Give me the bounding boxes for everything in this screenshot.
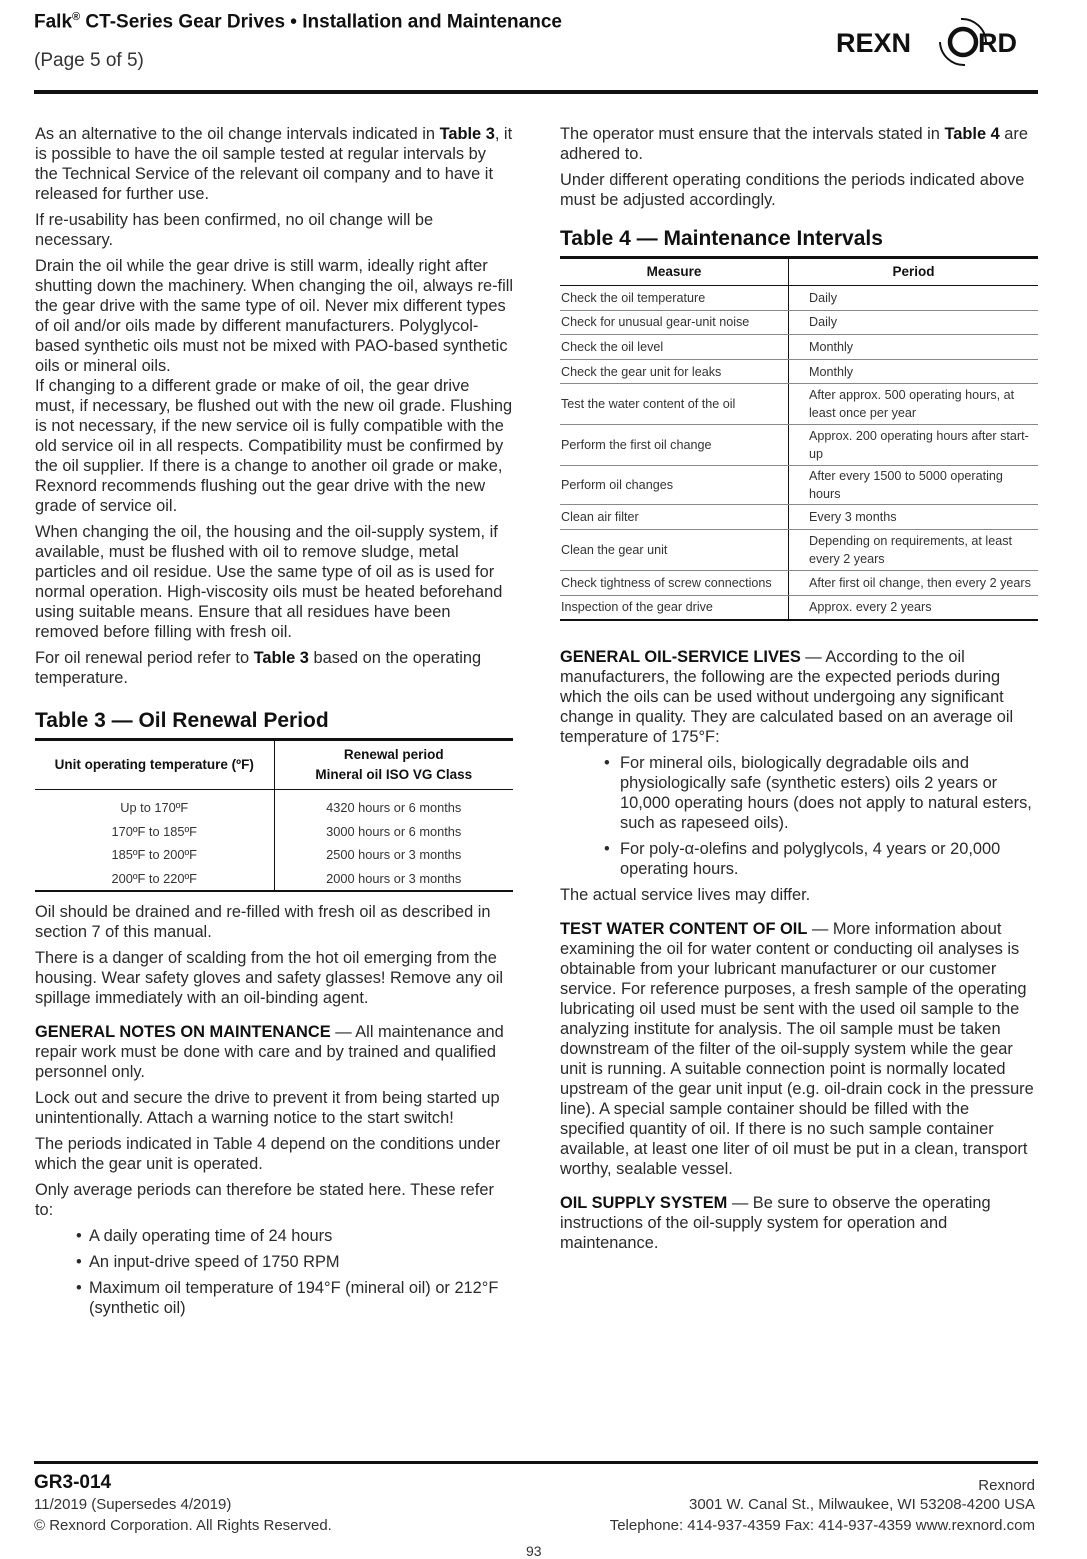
table-cell: Approx. every 2 years	[809, 600, 932, 615]
table-cell: Inspection of the gear drive	[560, 595, 789, 620]
paragraph: Lock out and secure the drive to prevent it from being started up unintentionally. Attach a warning notice to the start switch!	[35, 1089, 500, 1128]
table-cell: Daily	[789, 286, 1039, 311]
revision-date: 11/2019 (Supersedes 4/2019)	[34, 1496, 232, 1513]
table-row	[35, 843, 513, 867]
table-cell: 200ºF to 220ºF	[35, 867, 274, 892]
paragraph: OIL SUPPLY SYSTEM — Be sure to observe the operating instructions of the oil-supply system for operation and maintenance.	[560, 1194, 991, 1253]
maintenance-intervals-table	[560, 256, 1038, 621]
table-row	[35, 820, 513, 844]
table-cell: Check for unusual gear-unit noise	[560, 310, 789, 335]
paragraph: TEST WATER CONTENT OF OIL — More information about examining the oil for water content or conducting oil analyses is obtainable from your lubricant manufacturer or our customer service. For reference purposes, a fresh sample of the operating lubricating oil used must be sent with the used oil sample to the analyzing institute for analysis. The oil sample must be taken downstream of the filter of the oil-supply system while the gear unit is running. A suitable connection point is normally located upstream of the gear unit input (e.g. oil-drain cock in the pressure line). A special sample container should be filled with the specified quantity of oil. If there is no such sample container available, at least one liter of oil must be put in a clean, transport worthy, sealable vessel.	[560, 920, 1034, 1179]
table-cell: Check the oil temperature	[560, 286, 789, 311]
table-row	[35, 867, 513, 892]
table-4-title: Table 4 — Maintenance Intervals	[560, 227, 883, 250]
paragraph: If changing to a different grade or make of oil, the gear drive must, if necessary, be flushed out with the new oil grade. Flushing is not necessary, if the new service oil is fully compatible with the old service oil in all respects. Compatibility must be confirmed by the oil supplier. If there is a change to another oil grade or make, Rexnord recommends flushing out the gear drive with the new grade of service oil.	[35, 377, 513, 515]
table-cell: After every 1500 to 5000 operating hours	[789, 466, 1039, 505]
table-cell: Test the water content of the oil	[560, 384, 789, 425]
svg-text:REXN: REXN	[836, 28, 912, 58]
table-cell: Depending on requirements, at least every 2 years	[789, 529, 1039, 570]
table-cell: Monthly	[789, 335, 1039, 360]
paragraph: The periods indicated in Table 4 depend on the conditions under which the gear unit is operated.	[35, 1135, 501, 1174]
table-3-title: Table 3 — Oil Renewal Period	[35, 709, 329, 732]
table-cell: After first oil change, then every 2 years	[789, 570, 1039, 595]
paragraph: There is a danger of scalding from the hot oil emerging from the housing. Wear safety gloves and safety glasses! Remove any oil spillage immediately with an oil-binding agent.	[35, 949, 503, 1008]
paragraph: For oil renewal period refer to Table 3 based on the operating temperature.	[35, 649, 482, 687]
paragraph: Drain the oil while the gear drive is still warm, ideally right after shutting down the machinery. When changing the oil, always re-fill the gear drive with the same type of oil. Never mix different types of oil and/or oils made by different manufacturers. Polyglycol-based synthetic oils must not be mixed with PAO-based synthetic oils or mineral oils.	[35, 257, 514, 375]
table-row	[35, 790, 513, 820]
bullet-list	[35, 1226, 513, 1318]
column-header-temperature: Unit operating temperature (ºF)	[35, 740, 274, 790]
right-column	[560, 124, 1038, 1259]
paragraph: Oil should be drained and re-filled with fresh oil as described in section 7 of this manual.	[35, 903, 491, 942]
paragraph: The operator must ensure that the intervals stated in Table 4 are adhered to.	[560, 125, 1028, 163]
table-cell: 4320 hours or 6 months	[326, 800, 462, 815]
column-header-renewal: Renewal period Mineral oil ISO VG Class	[274, 740, 513, 790]
company-address: 3001 W. Canal St., Milwaukee, WI 53208-4200 USA	[688, 1496, 1035, 1513]
table-cell: Clean air filter	[560, 505, 789, 530]
bullet-list	[560, 753, 1038, 879]
table-cell: 170ºF to 185ºF	[35, 820, 274, 844]
list-item: • An input-drive speed of 1750 RPM	[89, 1252, 513, 1272]
table-row	[560, 466, 1038, 505]
oil-renewal-table	[35, 738, 513, 892]
table-cell: Clean the gear unit	[560, 529, 789, 570]
table-cell: Approx. 200 operating hours after start-up	[789, 425, 1039, 466]
paragraph: Only average periods can therefore be stated here. These refer to:	[35, 1181, 494, 1220]
table-row	[560, 595, 1038, 620]
contact-info: Telephone: 414-937-4359 Fax: 414-937-4359 www.rexnord.com	[609, 1517, 1035, 1534]
list-item: • For mineral oils, biologically degradable oils and physiologically safe (synthetic esters) oils 2 years or 10,000 operating hours (does not apply to natural esters, such as rapeseed oils).	[620, 753, 1038, 833]
table-row	[560, 570, 1038, 595]
table-cell: Perform the first oil change	[560, 425, 789, 466]
paragraph: If re-usability has been confirmed, no oil change will be necessary.	[35, 211, 434, 249]
list-item: • A daily operating time of 24 hours	[89, 1226, 513, 1246]
column-header-measure: Measure	[560, 258, 789, 286]
paragraph: When changing the oil, the housing and the oil-supply system, if available, must be flushed with oil to remove sludge, metal particles and oil residue. Use the same type of oil as is used for normal operation. High-viscosity oils must be heated beforehand using suitable means. Ensure that all residues have been removed before filling with fresh oil.	[35, 523, 503, 641]
table-row	[560, 335, 1038, 360]
table-row	[560, 505, 1038, 530]
table-cell: Daily	[789, 310, 1039, 335]
table-cell: Check tightness of screw connections	[560, 570, 789, 595]
paragraph: GENERAL OIL-SERVICE LIVES — According to the oil manufacturers, the following are the expected periods during which the oils can be used without undergoing any significant change in quality. They are calculated based on an average oil temperature of 175°F:	[560, 648, 1014, 747]
table-cell: Perform oil changes	[560, 466, 789, 505]
left-column	[35, 124, 513, 1324]
table-3-section	[35, 708, 513, 892]
table-cell: Check the oil level	[560, 335, 789, 360]
table-row	[560, 359, 1038, 384]
paragraph: The actual service lives may differ.	[560, 886, 811, 905]
document-title: Falk® CT-Series Gear Drives • Installation and Maintenance	[34, 11, 562, 33]
document-code: GR3-014	[34, 1472, 112, 1493]
table-row	[560, 529, 1038, 570]
page-indicator: (Page 5 of 5)	[34, 50, 144, 71]
paragraph: Under different operating conditions the periods indicated above must be adjusted accordingly.	[560, 171, 1025, 209]
copyright: © Rexnord Corporation. All Rights Reserved.	[34, 1517, 332, 1534]
table-cell: After approx. 500 operating hours, at least once per year	[789, 384, 1039, 425]
column-header-period: Period	[789, 258, 1039, 286]
page-number: 93	[526, 1543, 542, 1559]
table-row	[560, 310, 1038, 335]
table-cell: 3000 hours or 6 months	[326, 823, 462, 839]
header-rule	[34, 90, 1038, 94]
svg-text:RD: RD	[978, 28, 1017, 58]
table-cell: Check the gear unit for leaks	[560, 359, 789, 384]
table-row	[560, 286, 1038, 311]
company-name: Rexnord	[978, 1477, 1035, 1494]
list-item: • For poly-α-olefins and polyglycols, 4 years or 20,000 operating hours.	[620, 839, 1038, 879]
paragraph: GENERAL NOTES ON MAINTENANCE — All maintenance and repair work must be done with care and by trained and qualified personnel only.	[35, 1023, 504, 1082]
table-cell: 185ºF to 200ºF	[35, 843, 274, 867]
table-cell: Every 3 months	[789, 505, 1039, 530]
list-item: • Maximum oil temperature of 194°F (mineral oil) or 212°F (synthetic oil)	[89, 1278, 513, 1318]
table-cell: 2500 hours or 3 months	[326, 847, 462, 863]
table-cell: Up to 170ºF	[35, 790, 274, 820]
rexnord-logo	[836, 16, 1038, 68]
table-cell: Monthly	[789, 359, 1039, 384]
paragraph: As an alternative to the oil change intervals indicated in Table 3, it is possible to have the oil sample tested at regular intervals by the Technical Service of the relevant oil company and to have it released for further use.	[35, 125, 513, 203]
table-row	[560, 384, 1038, 425]
table-cell: 2000 hours or 3 months	[326, 870, 462, 886]
footer-rule	[34, 1461, 1038, 1464]
table-row	[560, 425, 1038, 466]
table-4-section	[560, 226, 1038, 621]
